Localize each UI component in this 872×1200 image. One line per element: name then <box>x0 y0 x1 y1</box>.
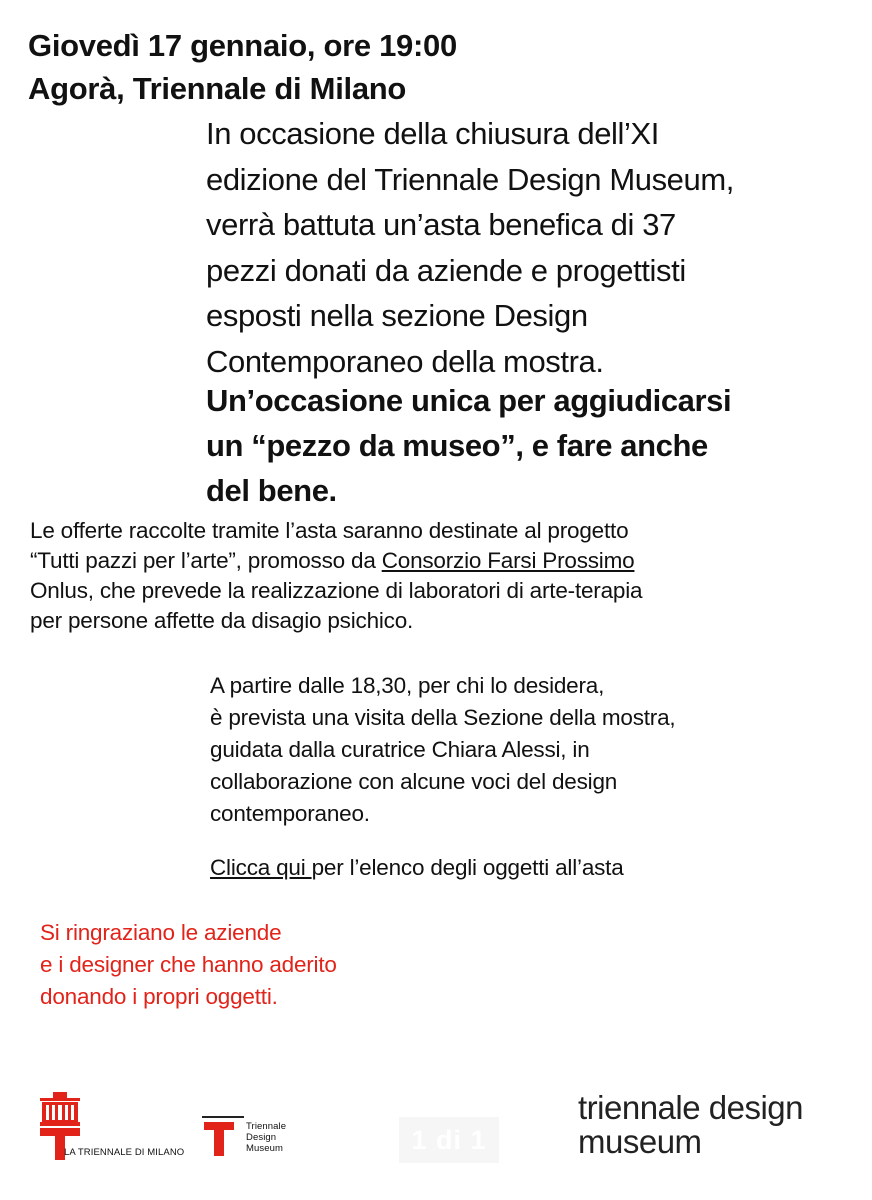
consorzio-link[interactable]: Consorzio Farsi Prossimo <box>381 548 635 573</box>
visit-line: è prevista una visita della Sezione della mostra, <box>210 705 676 730</box>
brand-line: museum <box>578 1123 702 1160</box>
thanks-line: Si ringraziano le aziende <box>40 920 282 945</box>
event-heading <box>28 24 848 110</box>
offers-paragraph <box>30 516 860 636</box>
visit-paragraph <box>210 670 850 830</box>
design-museum-line: Museum <box>246 1143 284 1154</box>
offers-line: per persone affette da disagio psichico. <box>30 608 414 633</box>
highlight-line: del bene. <box>206 473 337 508</box>
visit-line: A partire dalle 18,30, per chi lo desidera, <box>210 673 605 698</box>
thanks-line: donando i propri oggetti. <box>40 984 278 1009</box>
design-museum-line: Design <box>246 1132 277 1143</box>
thanks-note <box>40 917 540 1013</box>
triennale-milano-caption: LA TRIENNALE DI MILANO <box>64 1147 185 1158</box>
offers-line <box>30 546 860 576</box>
page-indicator: 1 di 1 <box>399 1117 499 1163</box>
intro-line: pezzi donati da aziende e progettisti <box>206 252 686 288</box>
intro-line: esposti nella sezione Design <box>206 298 588 333</box>
highlight-line: Un’occasione unica per aggiudicarsi <box>206 383 732 418</box>
event-location: Agorà, Triennale di Milano <box>28 71 407 106</box>
intro-line: verrà battuta un’asta benefica di 37 <box>206 207 676 242</box>
intro-line: In occasione della chiusura dell’XI <box>206 116 659 151</box>
highlight-line: un “pezzo da museo”, e fare anche <box>206 428 708 463</box>
highlight-paragraph <box>206 378 856 513</box>
design-museum-line: Triennale <box>246 1121 287 1132</box>
visit-line: guidata dalla curatrice Chiara Alessi, in <box>210 737 590 762</box>
event-date: Giovedì 17 gennaio, ore 19:00 <box>28 28 457 63</box>
offers-line: Le offerte raccolte tramite l’asta saranno destinate al progetto <box>30 518 629 543</box>
intro-line: edizione del Triennale Design Museum, <box>206 161 735 197</box>
thanks-line: e i designer che hanno aderito <box>40 952 337 977</box>
intro-paragraph <box>206 111 856 384</box>
offers-line: Onlus, che prevede la realizzazione di laboratori di arte-terapia <box>30 578 643 603</box>
visit-line: contemporaneo. <box>210 801 370 826</box>
intro-line: Contemporaneo della mostra. <box>206 343 604 379</box>
offers-text: “Tutti pazzi per l’arte”, promosso da <box>30 548 382 573</box>
design-museum-label <box>246 1121 286 1154</box>
objects-list-text: per l’elenco degli oggetti all’asta <box>311 855 624 880</box>
brand-wordmark <box>578 1091 868 1159</box>
visit-line: collaborazione con alcune voci del design <box>210 769 618 794</box>
brand-line: triennale design <box>578 1089 803 1126</box>
objects-list-line <box>210 853 850 883</box>
click-here-link[interactable]: Clicca qui <box>210 855 312 880</box>
t-mark-icon <box>204 1122 234 1156</box>
